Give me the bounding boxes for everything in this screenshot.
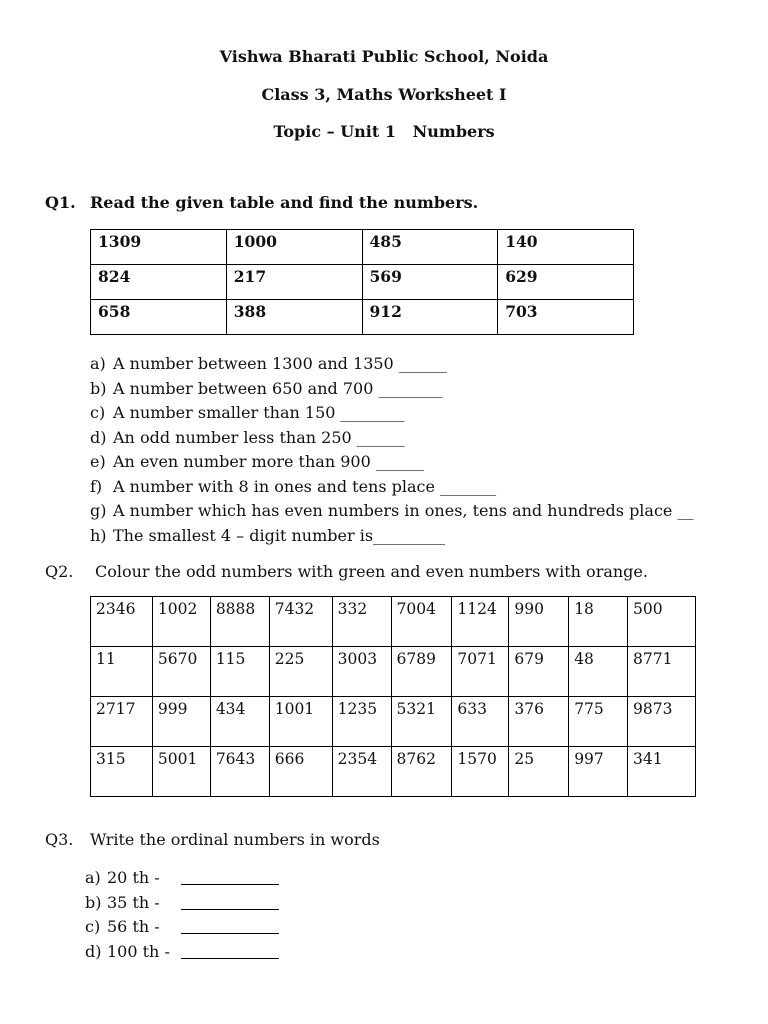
table-cell: 225 <box>269 647 332 697</box>
answer-line <box>181 933 279 934</box>
table-cell: 217 <box>226 265 362 300</box>
list-item <box>90 377 693 402</box>
table-cell: 703 <box>498 300 634 335</box>
table-cell: 6789 <box>391 647 452 697</box>
table-cell: 140 <box>498 230 634 265</box>
table-cell: 912 <box>362 300 498 335</box>
table-row <box>91 647 696 697</box>
list-item <box>90 352 693 377</box>
table-cell: 990 <box>509 597 569 647</box>
table-cell: 999 <box>152 697 210 747</box>
item-text: 56 th - <box>107 917 160 936</box>
table-cell: 658 <box>91 300 227 335</box>
item-text: An odd number less than 250 ______ <box>113 427 405 447</box>
table-cell: 332 <box>332 597 391 647</box>
item-text: A number which has even numbers in ones, tens and hundreds place __ <box>113 501 694 520</box>
item-label: e) <box>90 452 106 471</box>
table-cell: 1570 <box>452 747 509 797</box>
table-cell: 5321 <box>391 697 452 747</box>
item-label: c) <box>85 917 101 936</box>
list-item <box>85 866 170 891</box>
table-cell: 3003 <box>332 647 391 697</box>
table-cell: 341 <box>628 747 696 797</box>
table-cell: 376 <box>509 697 569 747</box>
table-cell: 7004 <box>391 597 452 647</box>
table-cell: 2346 <box>91 597 153 647</box>
table-cell: 11 <box>91 647 153 697</box>
list-item <box>90 475 693 500</box>
item-text: A number with 8 in ones and tens place _______ <box>113 476 497 496</box>
q1-table <box>90 229 634 335</box>
topic-title: Topic – Unit 1 Numbers <box>273 122 495 141</box>
table-cell: 485 <box>362 230 498 265</box>
table-cell: 824 <box>91 265 227 300</box>
item-label: b) <box>90 378 107 398</box>
table-cell: 1001 <box>269 697 332 747</box>
table-cell: 633 <box>452 697 509 747</box>
list-item <box>90 401 693 426</box>
table-cell: 25 <box>509 747 569 797</box>
table-cell: 1002 <box>152 597 210 647</box>
q2-text: Colour the odd numbers with green and even numbers with orange. <box>95 562 648 581</box>
class-title: Class 3, Maths Worksheet I <box>261 85 507 104</box>
table-cell: 2354 <box>332 747 391 797</box>
table-row <box>91 697 696 747</box>
table-cell: 775 <box>569 697 628 747</box>
table-row <box>91 265 634 300</box>
list-item <box>85 891 170 916</box>
item-text: 100 th - <box>107 941 170 961</box>
table-cell: 1124 <box>452 597 509 647</box>
table-cell: 315 <box>91 747 153 797</box>
table-cell: 7071 <box>452 647 509 697</box>
list-item <box>90 450 693 475</box>
q2-table <box>90 596 696 797</box>
table-cell: 5670 <box>152 647 210 697</box>
table-cell: 5001 <box>152 747 210 797</box>
list-item <box>90 524 693 549</box>
table-cell: 679 <box>509 647 569 697</box>
item-text: A number between 650 and 700 ________ <box>113 378 443 398</box>
table-cell: 1235 <box>332 697 391 747</box>
item-label: d) <box>90 427 107 447</box>
item-label: f) <box>90 476 103 496</box>
answer-line <box>181 958 279 959</box>
q3-items <box>85 866 170 964</box>
item-label: c) <box>90 403 106 422</box>
answer-line <box>181 909 279 910</box>
item-label: b) <box>85 892 102 912</box>
table-row <box>91 597 696 647</box>
table-cell: 2717 <box>91 697 153 747</box>
table-cell: 500 <box>628 597 696 647</box>
answer-line <box>181 884 279 885</box>
item-text: The smallest 4 – digit number is_________ <box>113 525 446 545</box>
table-cell: 569 <box>362 265 498 300</box>
table-row <box>91 747 696 797</box>
table-cell: 1309 <box>91 230 227 265</box>
table-cell: 388 <box>226 300 362 335</box>
table-cell: 18 <box>569 597 628 647</box>
table-cell: 7643 <box>210 747 269 797</box>
list-item <box>90 499 693 524</box>
q3-number: Q3. <box>45 830 74 849</box>
table-cell: 8762 <box>391 747 452 797</box>
table-row <box>91 230 634 265</box>
q1-items <box>90 352 693 548</box>
item-label: a) <box>90 354 106 373</box>
item-text: 20 th - <box>107 868 160 887</box>
table-cell: 8771 <box>628 647 696 697</box>
list-item <box>85 940 170 965</box>
school-name: Vishwa Bharati Public School, Noida <box>219 47 549 66</box>
table-cell: 7432 <box>269 597 332 647</box>
q1-number: Q1. <box>45 193 76 212</box>
table-cell: 9873 <box>628 697 696 747</box>
q3-text: Write the ordinal numbers in words <box>90 830 380 849</box>
list-item <box>90 426 693 451</box>
table-cell: 434 <box>210 697 269 747</box>
table-row <box>91 300 634 335</box>
item-text: A number smaller than 150 ________ <box>113 403 405 422</box>
table-cell: 997 <box>569 747 628 797</box>
table-cell: 629 <box>498 265 634 300</box>
table-cell: 666 <box>269 747 332 797</box>
table-cell: 48 <box>569 647 628 697</box>
table-cell: 8888 <box>210 597 269 647</box>
item-text: 35 th - <box>107 892 160 912</box>
item-text: An even number more than 900 ______ <box>113 452 424 471</box>
item-label: h) <box>90 525 107 545</box>
list-item <box>85 915 170 940</box>
item-label: g) <box>90 501 107 520</box>
table-cell: 1000 <box>226 230 362 265</box>
item-label: a) <box>85 868 101 887</box>
table-cell: 115 <box>210 647 269 697</box>
q2-number: Q2. <box>45 562 74 581</box>
item-label: d) <box>85 941 102 961</box>
item-text: A number between 1300 and 1350 ______ <box>113 354 447 373</box>
q1-text: Read the given table and find the numbers. <box>90 193 479 212</box>
